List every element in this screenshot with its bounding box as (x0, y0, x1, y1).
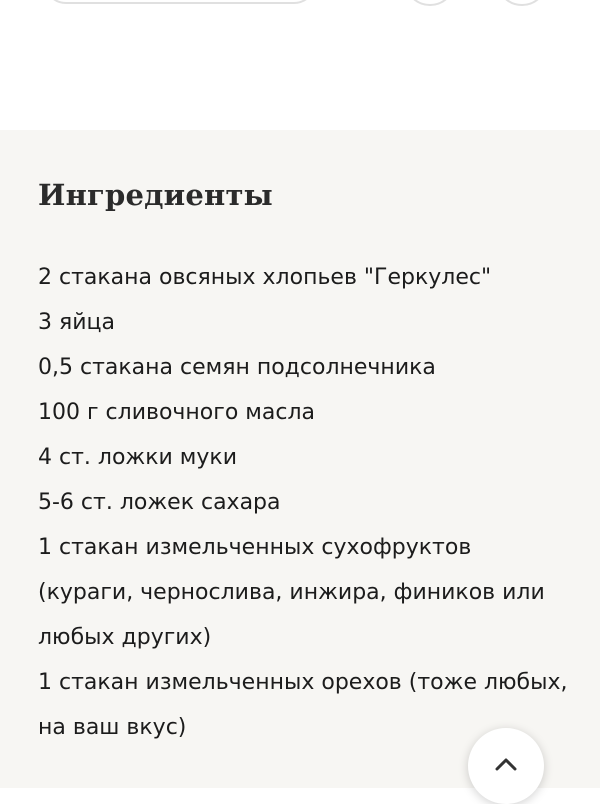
ingredient-item: 3 яйца (38, 310, 115, 335)
ingredient-item: 5-6 ст. ложек сахара (38, 490, 281, 515)
scroll-to-top-button[interactable] (468, 728, 544, 804)
action-pill-button[interactable] (44, 0, 316, 4)
ingredient-item: 4 ст. ложки муки (38, 445, 238, 470)
ingredient-item: 0,5 стакана семян подсолнечника (38, 355, 436, 380)
chevron-up-icon (494, 756, 518, 772)
round-action-button[interactable] (496, 0, 548, 6)
top-action-bar (0, 0, 600, 130)
ingredient-item: 100 г сливочного масла (38, 400, 315, 425)
ingredient-list (38, 255, 568, 750)
ingredients-section (0, 130, 600, 788)
ingredients-title: Ингредиенты (38, 178, 273, 212)
ingredient-item: 1 стакан измельченных сухофруктов (кураги, чернослива, инжира, фиников или любых других) (38, 535, 545, 650)
round-action-button[interactable] (404, 0, 456, 6)
ingredient-item: 2 стакана овсяных хлопьев "Геркулес" (38, 265, 492, 290)
ingredient-item: 1 стакан измельченных орехов (тоже любых, на ваш вкус) (38, 670, 568, 740)
